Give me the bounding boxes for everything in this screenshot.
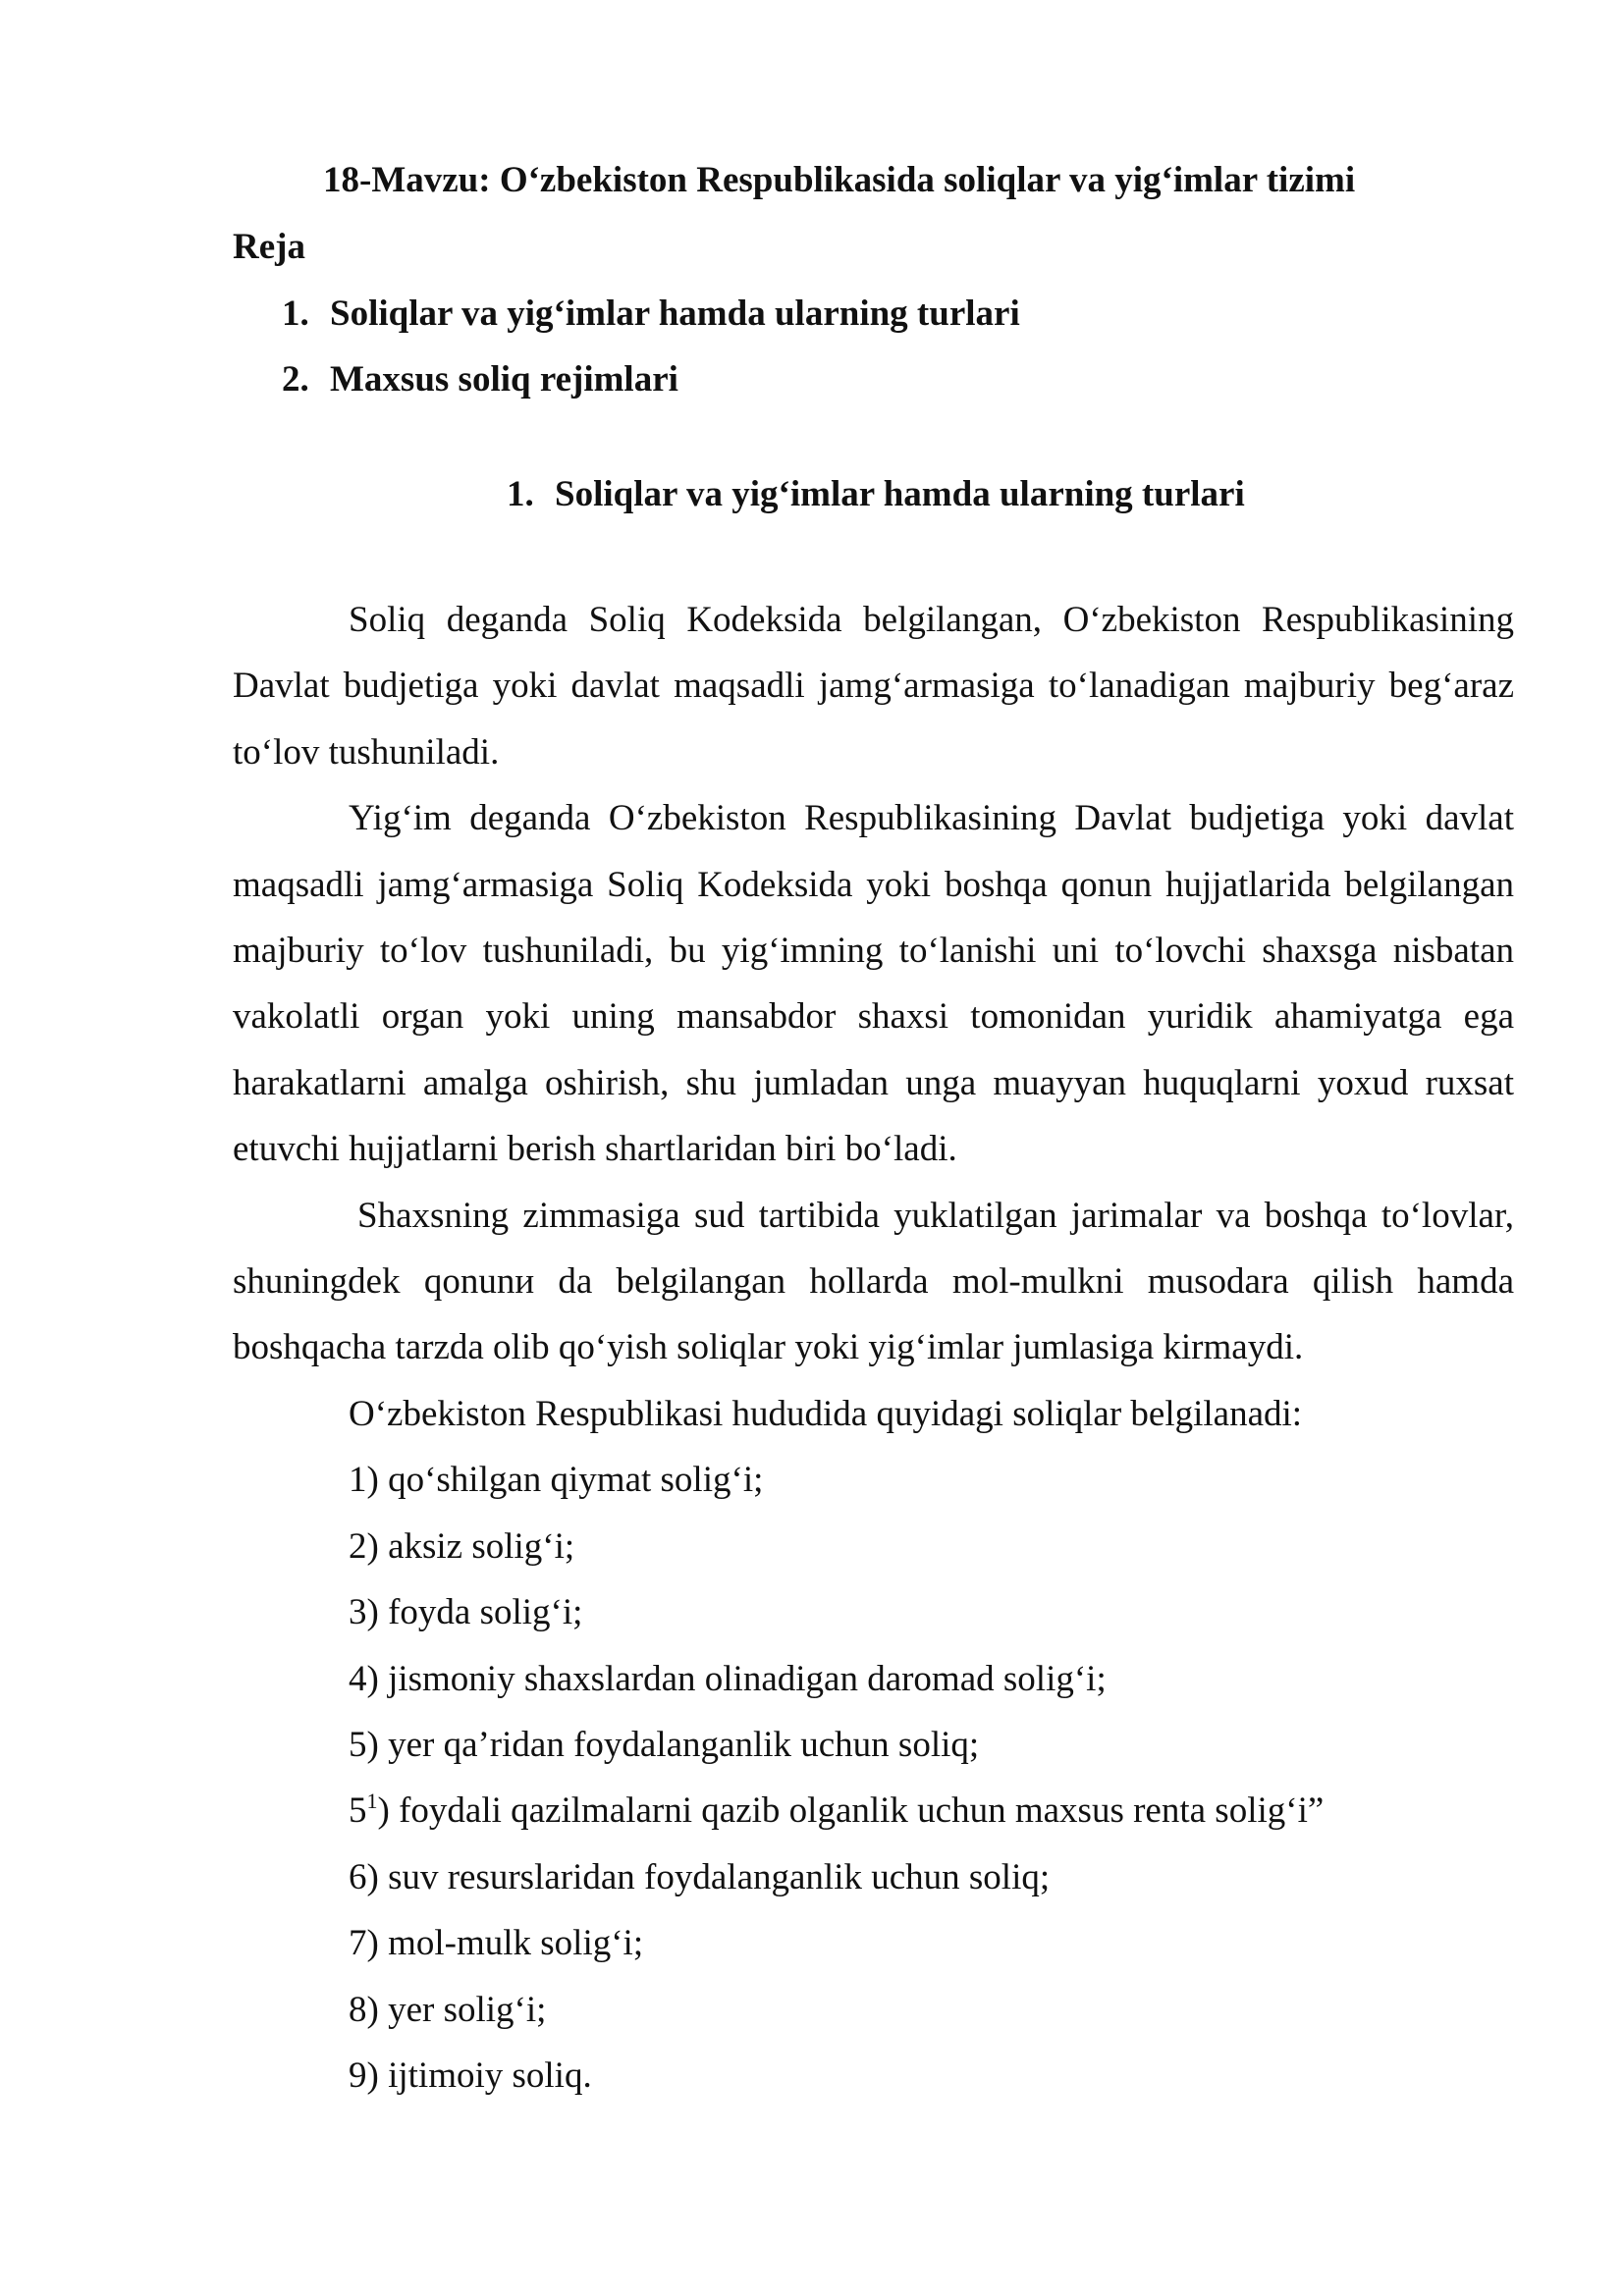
tax-list-item-superscript: 1 [366,1789,378,1814]
document-title: 18-Mavzu: O‘zbekiston Respublikasida soliqlar va yig‘imlar tizimi [323,160,1356,200]
tax-list-item-text: ) foydali qazilmalarni qazib olganlik uchun maxsus renta solig‘i” [377,1790,1325,1832]
tax-list-item-number: 5 [349,1790,367,1832]
tax-list-item: 8) yer solig‘i; [349,1989,547,2030]
paragraph-soliq-definition: Soliq deganda Soliq Kodeksida belgilangan, O‘zbekiston Respublikasining Davlat budjetiga yoki davlat maqsadli jamg‘armasiga to‘lanadigan majburiy beg‘araz to‘lov tushuniladi. [233,600,1514,773]
paragraph-exclusions: Shaxsning zimmasiga sud tartibida yuklatilgan jarimalar va boshqa to‘lovlar, shuningdek qonunи da belgilangan hollarda mol-mulkni musodara qilish hamda boshqacha tarzda olib qo‘yish soliqlar yoki yig‘imlar jumlasiga kirmaydi. [233,1195,1514,1368]
tax-list-item: 6) suv resurslaridan foydalanganlik uchun soliq; [349,1856,1051,1897]
plan-list [233,281,1514,412]
tax-list-intro: O‘zbekiston Respublikasi hududida quyidagi soliqlar belgilanadi: [349,1393,1303,1434]
document-page [233,147,1514,2109]
plan-item [233,281,1514,347]
tax-list-item: 5) yer qa’ridan foydalanganlik uchun soliq; [349,1724,980,1765]
tax-list-item: 4) jismoniy shaxslardan olinadigan daromad solig‘i; [349,1658,1107,1699]
plan-item-number: 1. [282,294,309,334]
tax-list-item [233,1778,1514,1843]
tax-list-item: 2) aksiz solig‘i; [349,1525,575,1567]
plan-label: Reja [233,227,305,267]
tax-list [233,1447,1514,2109]
plan-item [233,347,1514,412]
plan-item-text: Maxsus soliq rejimlari [330,359,678,400]
tax-list-item: 7) mol-mulk solig‘i; [349,1923,644,1964]
plan-item-text: Soliqlar va yig‘imlar hamda ularning turlari [330,294,1020,334]
section-heading-number: 1. [507,474,534,514]
tax-list-item: 3) foyda solig‘i; [349,1592,583,1633]
plan-item-number: 2. [282,359,309,400]
paragraph-yigim-definition: Yig‘im deganda O‘zbekiston Respublikasining Davlat budjetiga yoki davlat maqsadli jamg‘armasiga Soliq Kodeksida yoki boshqa qonun hujjatlarida belgilangan majburiy to‘lov tushuniladi, bu yig‘imning to‘lanishi uni to‘lovchi shaxsga nisbatan vakolatli organ yoki uning mansabdor shaxsi tomonidan yuridik ahamiyatga ega harakatlarni amalga oshirish, shu jumladan unga muayyan huquqlarni yoxud ruxsat etuvchi hujjatlarni berish shartlaridan biri bo‘ladi. [233,798,1514,1170]
tax-list-item: 9) ijtimoiy soliq. [349,2055,592,2096]
section-heading-text: Soliqlar va yig‘imlar hamda ularning turlari [555,474,1245,514]
tax-list-item: 1) qo‘shilgan qiymat solig‘i; [349,1460,764,1501]
section-heading [233,461,1514,528]
body-text [233,587,1514,2109]
